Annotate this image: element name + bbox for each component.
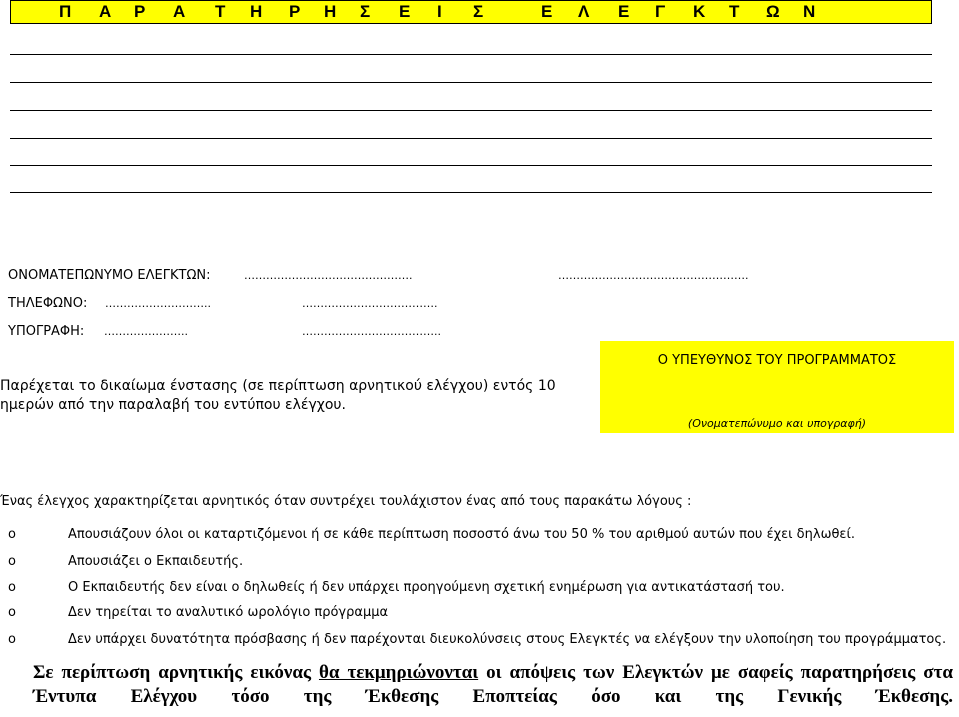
signature-label: ΥΠΟΓΡΑΦΗ: — [8, 324, 85, 339]
header-letter: Η — [324, 2, 337, 21]
header-letter: Α — [99, 2, 112, 21]
phone-field-2[interactable]: ………………………………. — [302, 297, 438, 310]
header-letter: Ε — [618, 2, 630, 21]
phone-field[interactable]: ……………………….. — [105, 297, 211, 310]
header-letter: Σ — [360, 2, 371, 21]
header-letter: Ε — [399, 2, 411, 21]
negative-result-note-emphasis: θα τεκμηριώνονται — [318, 662, 479, 683]
bullet-icon: o — [8, 605, 16, 620]
negative-result-note-part2: οι απόψεις των Ελεγκτών με σαφείς παρατηρήσεις στα Έντυπα Ελέγχου τόσο της Έκθεσης Εποπτείας όσο και της Γενικής Έκθεσης. — [33, 662, 954, 707]
header-letter: Π — [59, 2, 72, 21]
list-item-text: Ο Εκπαιδευτής δεν είναι ο δηλωθείς ή δεν υπάρχει προηγούμενη σχετική ενημέρωση για αντικατάστασή του. — [68, 580, 785, 595]
header-letter: Τ — [215, 2, 226, 21]
list-item-text: Δεν υπάρχει δυνατότητα πρόσβασης ή δεν παρέχονται διευκολύνσεις στους Ελεγκτές να ελέγξουν την υλοποίηση του προγράμματος. — [68, 632, 947, 647]
header-letter: Ε — [541, 2, 553, 21]
program-responsible-box — [600, 341, 954, 433]
auditors-name-field[interactable]: ………………………………………. — [244, 269, 413, 282]
observation-line — [10, 165, 932, 166]
header-letter: Ι — [437, 2, 442, 21]
header-letter: Ν — [803, 2, 816, 21]
header-letter: Η — [250, 2, 263, 21]
bullet-icon: o — [8, 580, 16, 595]
auditors-name-field-2[interactable]: ……………………………………………. — [558, 269, 749, 282]
header-letter: Σ — [473, 2, 484, 21]
negative-result-note — [33, 661, 953, 709]
program-responsible-signature-hint: (Ονοματεπώνυμο και υπογραφή) — [687, 417, 867, 430]
phone-label: ΤΗΛΕΦΩΝΟ: — [8, 296, 88, 311]
signature-field-2[interactable]: ……………………………….. — [302, 325, 441, 338]
list-item-text: Δεν τηρείται το αναλυτικό ωρολόγιο πρόγραμμα — [68, 605, 389, 620]
bullet-icon: o — [8, 632, 16, 647]
bullet-icon: o — [8, 527, 16, 542]
header-letter: Ρ — [134, 2, 146, 21]
header-letter: Γ — [655, 2, 666, 21]
signature-field[interactable]: ………………….. — [104, 325, 188, 338]
header-letter: Κ — [693, 2, 706, 21]
observation-line — [10, 110, 932, 111]
header-letter: Λ — [578, 2, 590, 21]
observation-line — [10, 138, 932, 139]
list-item — [0, 580, 959, 596]
list-item-text: Απουσιάζει ο Εκπαιδευτής. — [68, 554, 244, 569]
header-letter: Ρ — [289, 2, 301, 21]
program-responsible-title: Ο ΥΠΕΥΘΥΝΟΣ ΤΟΥ ΠΡΟΓΡΑΜΜΑΤΟΣ — [657, 353, 897, 368]
list-item-text: Απουσιάζουν όλοι οι καταρτιζόμενοι ή σε κάθε περίπτωση ποσοστό άνω του 50 % του αριθμού αυτών που έχει δηλωθεί. — [68, 527, 855, 542]
negative-result-note-part1: Σε περίπτωση αρνητικής εικόνας — [33, 662, 311, 683]
objection-note: Παρέχεται το δικαίωμα ένστασης (σε περίπτωση αρνητικού ελέγχου) εντός 10 ημερών από την παραλαβή του εντύπου ελέγχου. — [0, 378, 556, 413]
list-item — [0, 605, 959, 621]
bullet-icon: o — [8, 554, 16, 569]
observation-line — [10, 192, 932, 193]
list-item — [0, 554, 959, 570]
header-letter: Α — [173, 2, 186, 21]
auditors-name-label: ΟΝΟΜΑΤΕΠΩΝΥΜΟ ΕΛΕΓΚΤΩΝ: — [8, 268, 211, 283]
list-item — [0, 632, 959, 648]
list-item — [0, 527, 959, 543]
header-letter: Ω — [766, 2, 780, 21]
negative-criteria-intro: Ένας έλεγχος χαρακτηρίζεται αρνητικός όταν συντρέχει τουλάχιστον ένας από τους παρακάτω λόγους : — [0, 494, 692, 509]
observations-header — [10, 0, 932, 24]
observation-line — [10, 54, 932, 55]
observation-line — [10, 82, 932, 83]
header-letter: Τ — [729, 2, 740, 21]
